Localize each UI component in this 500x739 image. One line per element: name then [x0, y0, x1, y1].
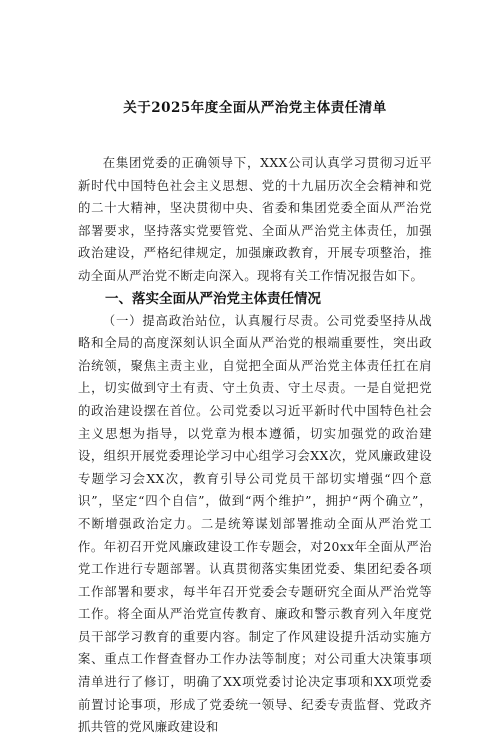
section-heading-1: 一、落实全面从严治党主体责任情况	[105, 290, 321, 307]
section-1-paragraph: （一）提高政治站位，认真履行尽责。公司党委坚持从战略和全局的高度深刻认识全面从严治党的根端重要性，突出政治统领，聚焦主责主业，自觉把全面从严治党主体责任扛在肩上，切实做到守土有责、守土负责、守土尽责。一是自觉把党的政治建设摆在首位。公司党委以习近平新时代中国特色社会主义思想为指导，以党章为根本遵循，切实加强党的政治建设，组织开展党委理论学习中心组学习会XX次，党风廉政建设专题学习会XX次，教育引导公司党员干部切实增强“四个意识”，坚定“四个自信”，做到“两个维护”，拥护“两个确立”，不断增强政治定力。二是统筹谋划部署推动全面从严治党工作。年初召开党风廉政建设工作专题会，对20xx年全面从严治党工作进行专题部署。认真贯彻落实集团党委、集团纪委各项工作部署和要求，每半年召开党委会专题研究全面从严治党等工作。将全面从严治党宣传教育、廉政和警示教育列入年度党员干部学习教育的重要内容。制定了作风建设提升活动实施方案、重点工作督查督办工作办法等制度；对公司重大决策事项清单进行了修订，明确了XX项党委讨论决定事项和XX项党委前置讨论事项，形成了党委统一领导、纪委专责监督、党政齐抓共管的党风廉政建设和	[78, 312, 432, 735]
document-body	[78, 152, 432, 739]
document-title: 关于2025年度全面从严治党主体责任清单	[123, 100, 387, 116]
intro-paragraph: 在集团党委的正确领导下，XXX公司认真学习贯彻习近平新时代中国特色社会主义思想、党的十九届历次全会精神和党的二十大精神，坚决贯彻中央、省委和集团党委全面从严治党部署要求，坚持落实党要管党、全面从严治党主体责任，加强政治建设，严格纪律规定，加强廉政教育，开展专项整治，推动全面从严治党不断走向深入。现将有关工作情况报告如下。	[78, 155, 432, 283]
